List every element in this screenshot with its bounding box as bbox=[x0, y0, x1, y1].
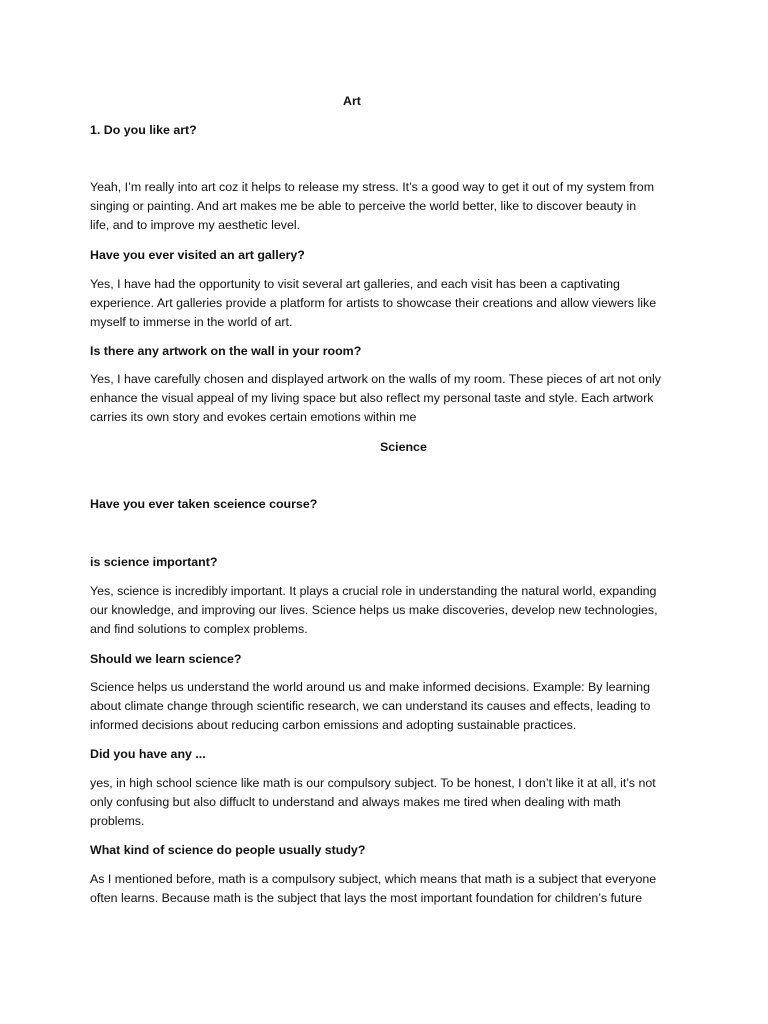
answer-line: informed decisions about reducing carbon emissions and adopting sustainable practices. bbox=[90, 718, 577, 732]
answer-line: problems. bbox=[90, 814, 145, 828]
answer-line: Yes, science is incredibly important. It plays a crucial role in understanding the natural world, expanding bbox=[90, 584, 657, 598]
answer-kind-of-science bbox=[90, 870, 680, 908]
answer-line: about climate change through scientific research, we can understand its causes and effects, leading to bbox=[90, 699, 651, 713]
question-art-gallery: Have you ever visited an art gallery? bbox=[90, 248, 305, 262]
answer-line: our knowledge, and improving our lives. Science helps us make discoveries, develop new technologies, bbox=[90, 603, 658, 617]
answer-line: As I mentioned before, math is a compulsory subject, which means that math is a subject that everyone bbox=[90, 872, 657, 886]
answer-artwork-wall bbox=[90, 370, 680, 427]
answer-do-you-like-art bbox=[90, 178, 680, 235]
answer-learn-science bbox=[90, 678, 680, 735]
answer-line: singing or painting. And art makes me be able to perceive the world better, like to discover beauty in bbox=[90, 199, 637, 213]
answer-line: Science helps us understand the world around us and make informed decisions. Example: By learning bbox=[90, 680, 650, 694]
answer-line: myself to immerse in the world of art. bbox=[90, 315, 293, 329]
answer-line: and find solutions to complex problems. bbox=[90, 622, 308, 636]
answer-line: experience. Art galleries provide a platform for artists to showcase their creations and allow viewers like bbox=[90, 296, 657, 310]
answer-line: only confusing but also diffuclt to understand and always makes me tired when dealing with math bbox=[90, 795, 621, 809]
answer-art-gallery bbox=[90, 275, 680, 332]
answer-line: yes, in high school science like math is our compulsory subject. To be honest, I don’t like it at all, it’s not bbox=[90, 776, 656, 790]
question-did-you-have-any: Did you have any ... bbox=[90, 747, 206, 761]
answer-line: Yes, I have carefully chosen and displayed artwork on the walls of my room. These pieces of art not only bbox=[90, 372, 661, 386]
answer-line: enhance the visual appeal of my living space but also reflect my personal taste and style. Each artwork bbox=[90, 391, 654, 405]
answer-line: carries its own story and evokes certain emotions within me bbox=[90, 410, 417, 424]
answer-science-important bbox=[90, 582, 680, 639]
question-learn-science: Should we learn science? bbox=[90, 652, 242, 666]
question-kind-of-science: What kind of science do people usually study? bbox=[90, 843, 366, 857]
question-science-course: Have you ever taken sceience course? bbox=[90, 497, 318, 511]
section-title-science: Science bbox=[380, 440, 427, 454]
answer-line: Yes, I have had the opportunity to visit several art galleries, and each visit has been a captivating bbox=[90, 277, 620, 291]
answer-did-you-have-any bbox=[90, 774, 680, 831]
answer-line: often learns. Because math is the subject that lays the most important foundation for children’s future bbox=[90, 891, 643, 905]
answer-line: Yeah, I’m really into art coz it helps to release my stress. It’s a good way to get it out of my system from bbox=[90, 180, 655, 194]
question-science-important: is science important? bbox=[90, 555, 218, 569]
question-do-you-like-art: 1. Do you like art? bbox=[90, 123, 197, 137]
section-title-art: Art bbox=[343, 94, 361, 108]
question-artwork-wall: Is there any artwork on the wall in your room? bbox=[90, 344, 362, 358]
answer-line: life, and to improve my aesthetic level. bbox=[90, 218, 301, 232]
